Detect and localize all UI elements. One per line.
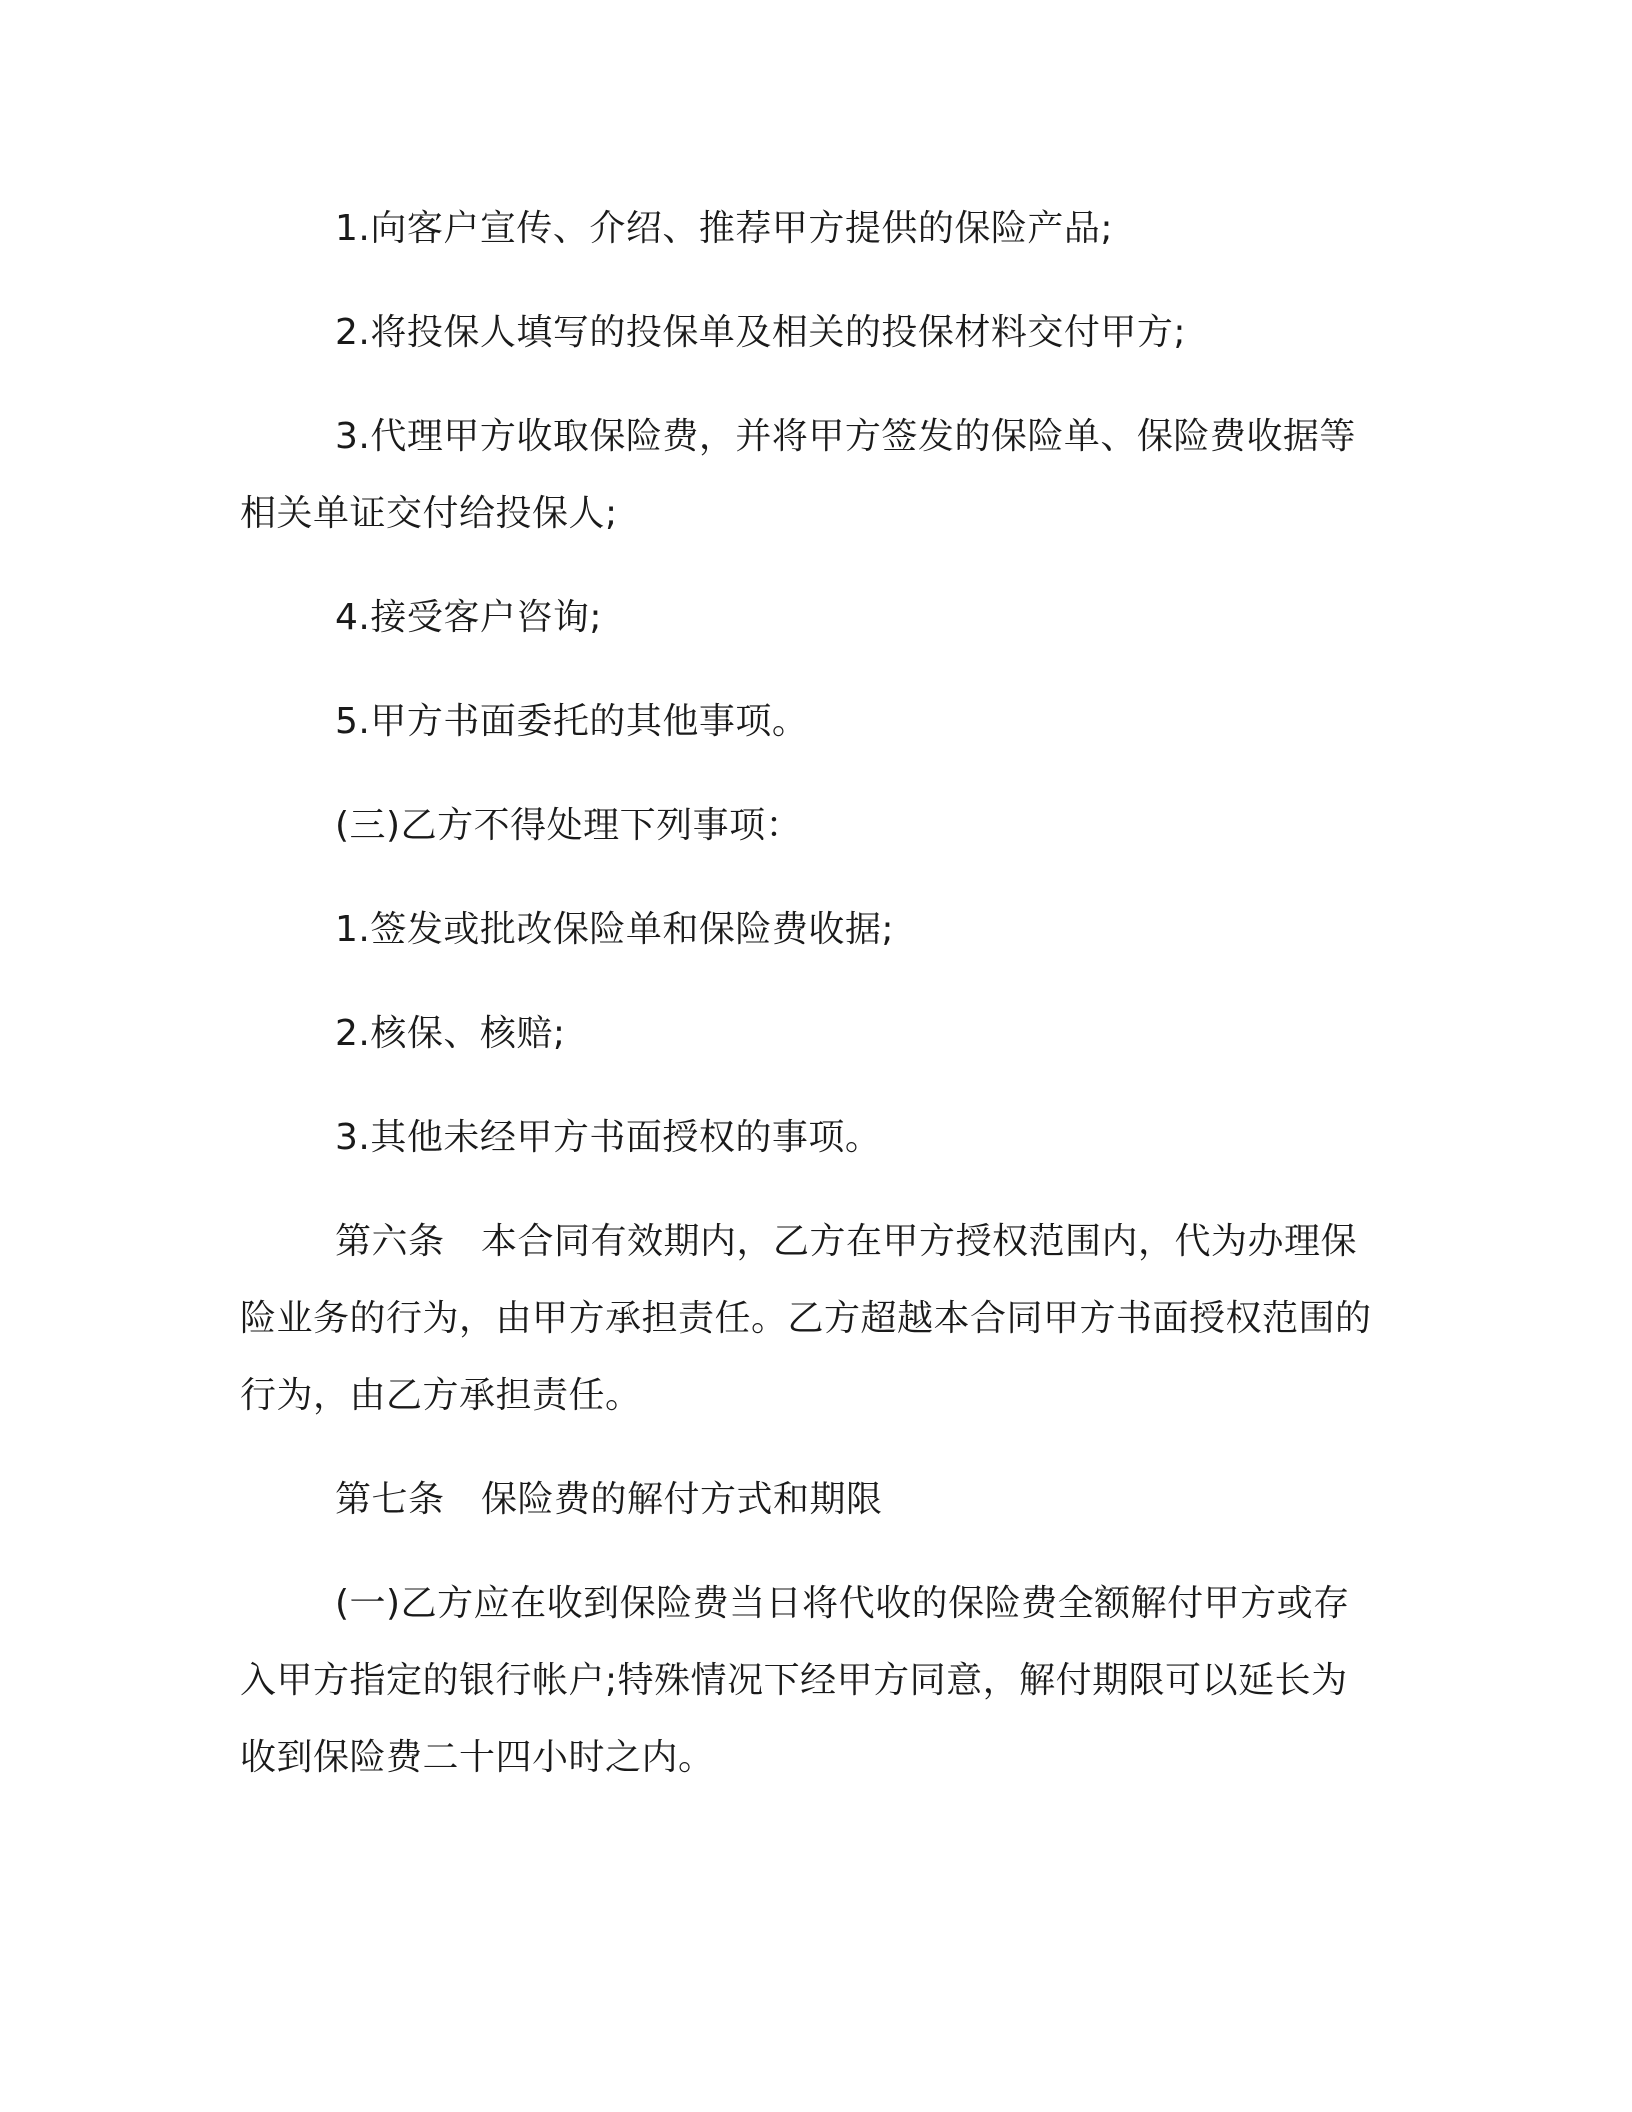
list-item: 1.向客户宣传、介绍、推荐甲方提供的保险产品; (335, 208, 1113, 249)
article-7-clause-1: (一)乙方应在收到保险费当日将代收的保险费全额解付甲方或存入甲方指定的银行帐户;特殊情况下经甲方同意，解付期限可以延长为收到保险费二十四小时之内。 (240, 1583, 1350, 1778)
list-item: 2.将投保人填写的投保单及相关的投保材料交付甲方; (335, 312, 1186, 353)
list-item: 2.核保、核赔; (335, 1013, 566, 1054)
list-item: 3.代理甲方收取保险费，并将甲方签发的保险单、保险费收据等相关单证交付给投保人; (240, 416, 1356, 534)
list-item: 5.甲方书面委托的其他事项。 (335, 701, 809, 742)
list-item: 1.签发或批改保险单和保险费收据; (335, 909, 894, 950)
section-heading: (三)乙方不得处理下列事项： (335, 805, 803, 846)
article-6: 第六条 本合同有效期内，乙方在甲方授权范围内，代为办理保险业务的行为，由甲方承担责任。乙方超越本合同甲方书面授权范围的行为，由乙方承担责任。 (240, 1221, 1372, 1416)
list-item: 4.接受客户咨询; (335, 597, 602, 638)
article-7-heading: 第七条 保险费的解付方式和期限 (335, 1479, 883, 1520)
document-body (240, 190, 1380, 1796)
list-item: 3.其他未经甲方书面授权的事项。 (335, 1117, 882, 1158)
